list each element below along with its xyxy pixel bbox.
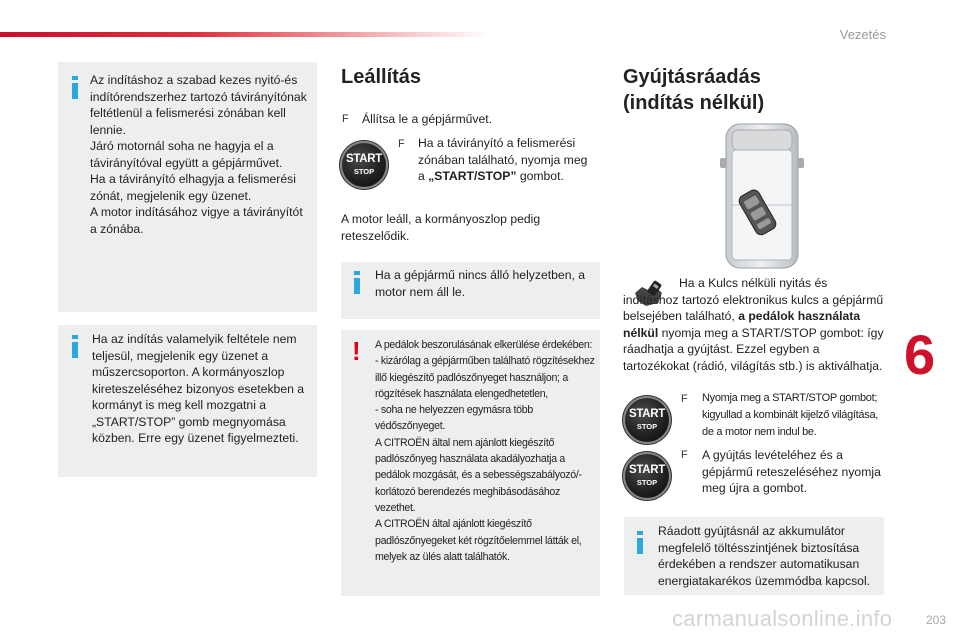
bullet-glyph: F: [398, 138, 405, 150]
step-press-start-stop: Ha a távirányító a felismerési zónában található, nyomja meg a „START/STOP” gombot.: [418, 136, 588, 183]
info-box-4: [624, 517, 884, 595]
engine-stop-paragraph: A motor leáll, a kormányoszlop pedig reteszelődik.: [341, 212, 541, 243]
info-note-1: Az indításhoz a szabad kezes nyitó-és indítórendszerhez tartozó távirányítónak feltétlenül a felismerési zónában kell lennie. Járó motornál soha ne hagyja el a távirányítóval együtt a gépjárművet. Ha a távirányító elhagyja a felismerési zónát, megjelenik egy üzenet. A motor indításához vigye a távirányítót a zónába.: [90, 73, 307, 236]
info-note-3: Ha a gépjármű nincs álló helyzetben, a motor nem áll le.: [375, 268, 586, 299]
step-stop-vehicle: Állítsa le a gépjárművet.: [362, 112, 493, 126]
chapter-number: 6: [904, 323, 936, 386]
bullet-glyph: F: [681, 393, 688, 405]
watermark: carmanualsonline.info: [672, 606, 893, 631]
car-top-view-illustration: [712, 120, 812, 272]
start-stop-button-icon: START STOP: [625, 454, 669, 498]
start-stop-button-icon: START STOP: [625, 398, 669, 442]
header-accent-bar: [0, 32, 490, 37]
info-note-4: Ráadott gyújtásnál az akkumulátor megfelelő töltésszintjének biztosítása érdekében a rendszer automatikusan energiatakarékos üzemmódba kapcsol.: [658, 524, 871, 588]
step-ignition-off: A gyújtás levételéhez és a gépjármű reteszeléséhez nyomja meg újra a gombot.: [702, 448, 881, 495]
info-box-3: [341, 262, 600, 319]
warning-box: [341, 330, 600, 596]
bullet-glyph: F: [681, 449, 688, 461]
keyless-ignition-paragraph: Ha a Kulcs nélküli nyitás és indításhoz tartozó elektronikus kulcs a gépjármű belsejében található, a pedálok használata nélkül nyomja meg a START/STOP gombot: így ráadhatja a gyújtást. Ezzel egyben a tartozékokat (rádió, világítás stb.) is aktiválhatja.: [623, 276, 884, 373]
step-ignition-on: Nyomja meg a START/STOP gombot; kigyullad a kombinált kijelző világítása, de a motor nem indul be.: [702, 392, 879, 438]
start-stop-button-icon: START STOP: [342, 143, 386, 187]
warning-note: A pedálok beszorulásának elkerülése érdekében: - kizárólag a gépjárműben található rögzítésekhez illő kiegészítő padlószőnyeget használjon; a rögzítések használata elengedhetetlen, - soha ne helyezzen egymásra több védőszőnyeget. A CITROËN által nem ajánlott kiegészítő padlószőnyeg használata akadályozhatja a pedálok mozgását, és a sebességszabályozó/-korlátozó berendezés meghibásodásához vezethet. A CITROËN által ajánlott kiegészítő padlószőnyegeket két rögzítőelemmel látták el, melyek az ülés alatt találhatók.: [375, 339, 595, 563]
section-heading-leallitas: Leállítás: [341, 66, 422, 88]
section-title: Vezetés: [839, 27, 886, 42]
info-box-2: [58, 325, 317, 477]
bullet-glyph: F: [342, 113, 349, 125]
warning-icon: !: [352, 336, 361, 366]
page-number: 203: [925, 613, 946, 627]
section-heading-gyujtasraadas: Gyújtásráadás (indítás nélkül): [623, 66, 765, 114]
info-note-2: Ha az indítás valamelyik feltétele nem teljesül, megjelenik egy üzenet a műszercsoporton. A kormányoszlop kireteszeléséhez bizonyos esetekben a kormányt is meg kell mozgatni a „START/STOP” gomb megnyomása közben. Erre egy üzenet figyelmezteti.: [92, 332, 305, 445]
info-box-1: [58, 62, 317, 312]
